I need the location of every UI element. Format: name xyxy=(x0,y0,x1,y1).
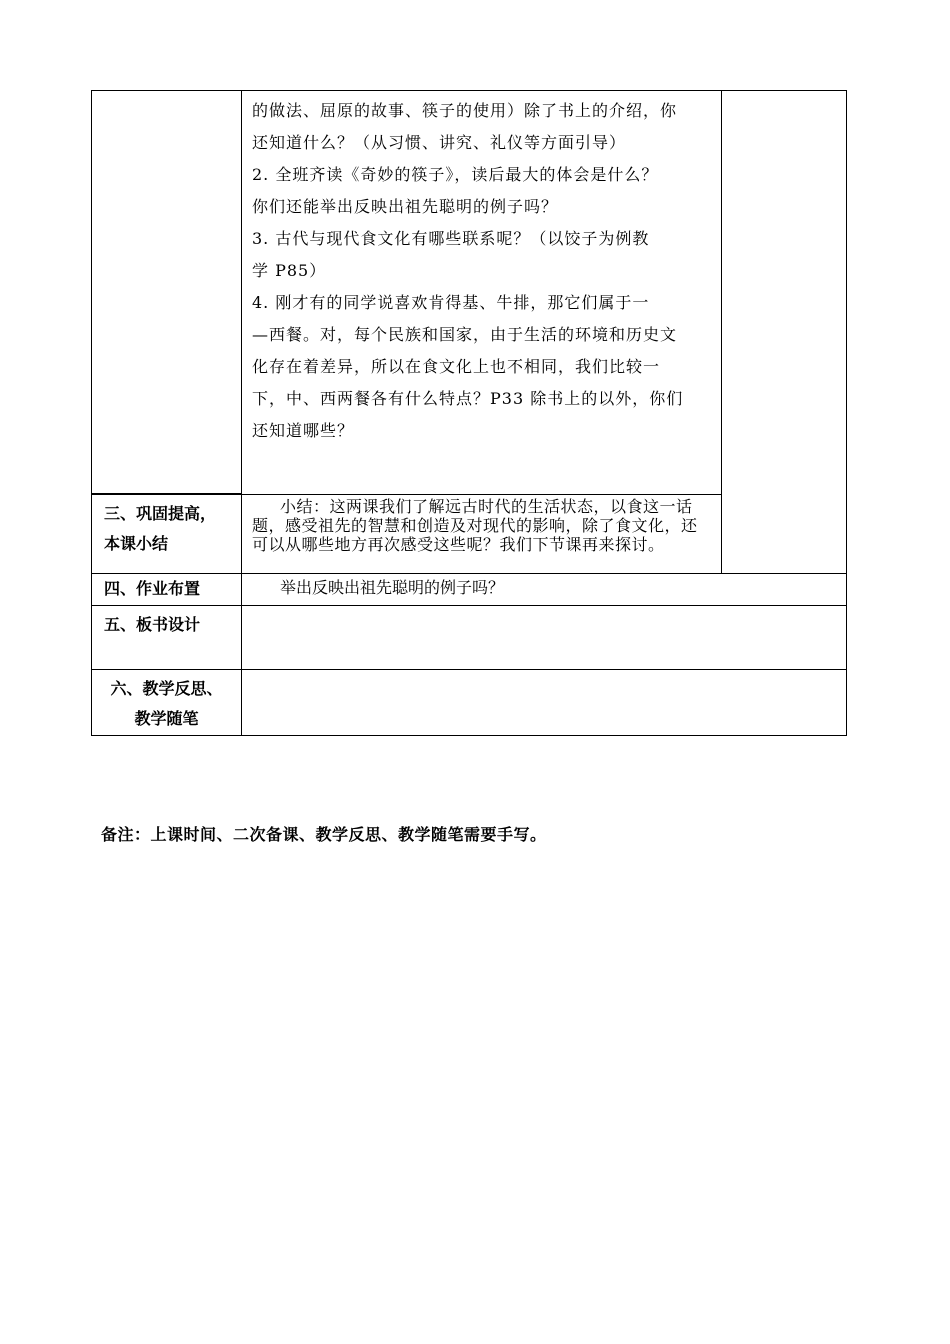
reflection-heading-line2: 教学随笔 xyxy=(134,709,199,728)
text-line: 的做法、屈原的故事、筷子的使用）除了书上的介绍，你 xyxy=(252,101,678,120)
board-content-cell xyxy=(242,606,847,670)
homework-text: 举出反映出祖先聪明的例子吗？ xyxy=(280,578,505,597)
text-line: 3. 古代与现代食文化有哪些联系呢？（以饺子为例教 xyxy=(252,229,650,248)
consolidate-heading-line1: 三、巩固提高， xyxy=(104,504,217,523)
table-row-continued xyxy=(92,91,847,494)
board-heading: 五、板书设计 xyxy=(92,606,242,670)
text-line: 2. 全班齐读《奇妙的筷子》，读后最大的体会是什么？ xyxy=(252,165,659,184)
homework-cell xyxy=(242,574,847,606)
summary-text: 小结：这两课我们了解远古时代的生活状态，以食这一话题，感受祖先的智慧和创造及对现代的影响，除了食文化，还可以从哪些地方再次感受这些呢？我们下节课再来探讨。 xyxy=(252,497,698,554)
process-text xyxy=(252,95,711,447)
text-line: 还知道什么？（从习惯、讲究、礼仪等方面引导） xyxy=(252,133,627,152)
reflection-heading-line1: 六、教学反思、 xyxy=(110,679,223,698)
table-row-homework xyxy=(92,574,847,606)
consolidate-heading-line2: 本课小结 xyxy=(104,534,169,553)
consolidate-heading xyxy=(92,495,242,574)
text-line: 下，中、西两餐各有什么特点？P33 除书上的以外，你们 xyxy=(252,389,684,408)
notes-cell xyxy=(722,91,847,574)
summary-cell xyxy=(242,495,722,574)
text-line: 还知道哪些？ xyxy=(252,421,355,440)
empty-heading-cell xyxy=(92,91,242,494)
text-line: —西餐。对，每个民族和国家，由于生活的环境和历史文 xyxy=(252,325,678,344)
table-row-reflection xyxy=(92,670,847,736)
homework-heading: 四、作业布置 xyxy=(92,574,242,606)
table-row-board xyxy=(92,606,847,670)
reflection-heading xyxy=(92,670,242,736)
text-line: 4. 刚才有的同学说喜欢肯得基、牛排，那它们属于一 xyxy=(252,293,650,312)
lesson-plan-table xyxy=(91,90,847,736)
text-line: 你们还能举出反映出祖先聪明的例子吗？ xyxy=(252,197,559,216)
reflection-content-cell xyxy=(242,670,847,736)
text-line: 学 P85） xyxy=(252,261,327,280)
footnote: 备注：上课时间、二次备课、教学反思、教学随笔需要手写。 xyxy=(101,825,547,844)
process-content-cell xyxy=(242,91,722,495)
text-line: 化存在着差异，所以在食文化上也不相同，我们比较一 xyxy=(252,357,661,376)
